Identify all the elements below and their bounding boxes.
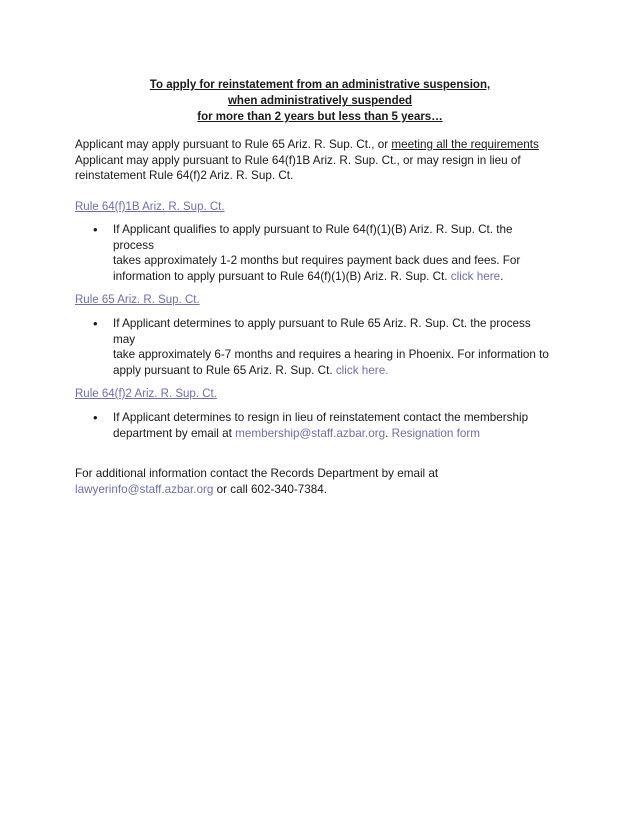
bullet-icon: • (93, 316, 98, 331)
bullet-icon: • (93, 222, 98, 237)
page-title (0, 77, 640, 125)
resignation-form-link[interactable]: Resignation form (391, 426, 481, 440)
intro-line-3: reinstatement Rule 64(f)2 Ariz. R. Sup. Ct. (75, 169, 294, 183)
lawyerinfo-email-link[interactable]: lawyerinfo@staff.azbar.org (75, 482, 214, 496)
section-1-line-3 (113, 269, 553, 285)
section-2-line-3-text: apply pursuant to Rule 65 Ariz. R. Sup. Ct. (113, 364, 336, 378)
section-2-line-1: If Applicant determines to apply pursuant to Rule 65 Ariz. R. Sup. Ct. the process may (113, 317, 531, 346)
section-3-separator: . (385, 426, 392, 440)
section-2-bullet (93, 316, 553, 379)
footer-paragraph (75, 466, 565, 497)
intro-paragraph (75, 137, 565, 184)
rule-64f1b-link[interactable]: Rule 64(f)1B Ariz. R. Sup. Ct. (75, 201, 225, 213)
bullet-icon: • (93, 410, 98, 425)
intro-line-1 (75, 137, 565, 153)
membership-email-link[interactable]: membership@staff.azbar.org (235, 426, 386, 440)
click-here-link-64f1b[interactable]: click here (450, 270, 501, 284)
rule-64f2-link[interactable]: Rule 64(f)2 Ariz. R. Sup. Ct. (75, 388, 217, 400)
intro-line-2: Applicant may apply pursuant to Rule 64(f)1B Ariz. R. Sup. Ct., or may resign in lieu of (75, 153, 521, 167)
section-3-line-1: If Applicant determines to resign in lieu of reinstatement contact the membership (113, 411, 529, 424)
footer-line-2 (75, 482, 565, 498)
section-1-line-3-end: . (500, 270, 504, 284)
title-line-1: To apply for reinstatement from an administrative suspension, (149, 79, 491, 91)
requirements-link[interactable]: meeting all the requirements (391, 138, 539, 151)
section-1-line-3-text: information to apply pursuant to Rule 64(f)(1)(B) Ariz. R. Sup. Ct. (113, 270, 451, 284)
section-2-line-3 (113, 363, 553, 379)
title-line-2: when administratively suspended (227, 95, 413, 107)
section-1-heading (75, 199, 565, 216)
rule-65-link[interactable]: Rule 65 Ariz. R. Sup. Ct. (75, 294, 200, 306)
section-1-line-1: If Applicant qualifies to apply pursuant to Rule 64(f)(1)(B) Ariz. R. Sup. Ct. the process (113, 223, 513, 252)
footer-line-2-text: or call 602-340-7384. (213, 482, 328, 496)
footer-line-1: For additional information contact the Records Department by email at (75, 467, 439, 480)
section-3-line-2-text: department by email at (113, 426, 236, 440)
section-3-bullet (93, 410, 553, 441)
intro-line-1-text: Applicant may apply pursuant to Rule 65 Ariz. R. Sup. Ct., or (75, 138, 392, 151)
section-3-heading (75, 386, 565, 403)
section-2-line-2: take approximately 6-7 months and requires a hearing in Phoenix. For information to (113, 348, 549, 362)
title-line-3: for more than 2 years but less than 5 years… (197, 111, 443, 123)
section-1-bullet (93, 222, 553, 285)
section-2-heading (75, 292, 565, 309)
click-here-link-65[interactable]: click here. (335, 364, 389, 378)
section-1-line-2: takes approximately 1-2 months but requires payment back dues and fees. For (113, 254, 521, 268)
section-3-line-2 (113, 426, 553, 442)
